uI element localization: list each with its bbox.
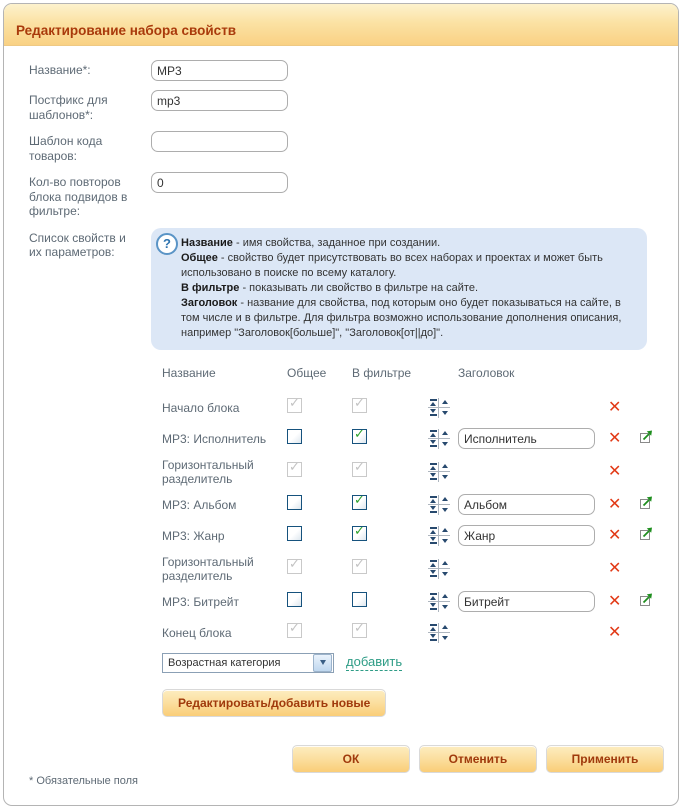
dialog-header (4, 4, 678, 46)
delete-icon[interactable] (608, 428, 621, 447)
edit-icon[interactable] (640, 593, 653, 611)
move-up-icon[interactable] (439, 495, 450, 505)
title-input[interactable] (458, 494, 595, 515)
delete-icon[interactable] (608, 525, 621, 544)
move-to-bottom-icon[interactable] (428, 505, 439, 515)
delete-icon[interactable] (608, 622, 621, 641)
move-to-bottom-icon[interactable] (428, 439, 439, 449)
property-name: MP3: Альбом (162, 497, 237, 512)
dialog-actions (29, 745, 678, 773)
move-down-icon[interactable] (439, 536, 450, 546)
postfix-label: Постфикс для шаблонов*: (29, 93, 108, 122)
filter-checkbox (352, 398, 367, 413)
property-name: Горизонтальный разделитель (162, 457, 254, 486)
move-down-icon[interactable] (439, 408, 450, 418)
move-to-top-icon[interactable] (428, 592, 439, 602)
sort-control (428, 398, 458, 418)
title-input[interactable] (458, 525, 595, 546)
move-up-icon[interactable] (439, 462, 450, 472)
property-row (162, 427, 678, 451)
delete-icon[interactable] (608, 397, 621, 416)
property-rows (162, 396, 678, 645)
property-name: Конец блока (162, 625, 232, 640)
column-header-filter: В фильтре (352, 365, 412, 380)
delete-icon[interactable] (608, 591, 621, 610)
move-down-icon[interactable] (439, 505, 450, 515)
table-header-row (162, 366, 678, 380)
edit-icon[interactable] (640, 527, 653, 545)
ok-button[interactable]: ОК (292, 745, 410, 773)
help-line: Название - имя свойства, заданное при создании. (181, 236, 441, 249)
property-name: Горизонтальный разделитель (162, 554, 254, 583)
code-template-label: Шаблон кода товаров: (29, 134, 103, 163)
move-down-icon[interactable] (439, 633, 450, 643)
apply-button[interactable]: Применить (546, 745, 664, 773)
sort-control (428, 429, 458, 449)
move-to-top-icon[interactable] (428, 398, 439, 408)
common-checkbox[interactable] (287, 526, 302, 541)
properties-list-label: Список свойств и их параметров: (29, 230, 126, 259)
form-row-postfix (29, 90, 678, 122)
common-checkbox (287, 559, 302, 574)
common-checkbox[interactable] (287, 429, 302, 444)
edit-icon[interactable] (640, 430, 653, 448)
help-line: В фильтре - показывать ли свойство в фильтре на сайте. (181, 281, 479, 294)
filter-checkbox[interactable] (352, 526, 367, 541)
form-row-code-template (29, 131, 678, 163)
filter-checkbox[interactable] (352, 429, 367, 444)
postfix-input[interactable] (151, 90, 288, 111)
common-checkbox (287, 398, 302, 413)
sort-control (428, 592, 458, 612)
repeat-count-label: Кол-во повторов блока подвидов в фильтре: (29, 175, 128, 218)
edit-add-new-button[interactable]: Редактировать/добавить новые (162, 689, 386, 717)
common-checkbox (287, 623, 302, 638)
move-to-top-icon[interactable] (428, 429, 439, 439)
property-select[interactable] (162, 653, 334, 673)
property-row (162, 524, 678, 548)
sort-control (428, 559, 458, 579)
property-name: MP3: Жанр (162, 528, 225, 543)
sort-control (428, 462, 458, 482)
delete-icon[interactable] (608, 461, 621, 480)
move-to-top-icon[interactable] (428, 623, 439, 633)
property-name: MP3: Исполнитель (162, 431, 267, 446)
property-select-value: Возрастная категория (168, 656, 281, 669)
move-to-bottom-icon[interactable] (428, 472, 439, 482)
column-header-title: Заголовок (458, 365, 515, 380)
move-up-icon[interactable] (439, 623, 450, 633)
add-property-row (162, 653, 678, 673)
repeat-count-input[interactable] (151, 172, 288, 193)
filter-checkbox[interactable] (352, 592, 367, 607)
required-fields-note: * Обязательные поля (29, 775, 139, 787)
move-up-icon[interactable] (439, 526, 450, 536)
move-down-icon[interactable] (439, 602, 450, 612)
title-input[interactable] (458, 428, 595, 449)
property-row (162, 458, 678, 486)
dialog-body (4, 46, 678, 773)
form-row-repeat-count (29, 172, 678, 219)
delete-icon[interactable] (608, 558, 621, 577)
edit-icon[interactable] (640, 496, 653, 514)
sort-control (428, 495, 458, 515)
sort-control (428, 526, 458, 546)
property-row (162, 621, 678, 645)
common-checkbox[interactable] (287, 495, 302, 510)
filter-checkbox[interactable] (352, 495, 367, 510)
move-to-top-icon[interactable] (428, 526, 439, 536)
title-input[interactable] (458, 591, 595, 612)
move-up-icon[interactable] (439, 398, 450, 408)
name-input[interactable] (151, 60, 288, 81)
help-line: Общее - свойство будет присутствовать во всех наборах и проектах и может быть использовано в поиске по всему каталогу. (181, 251, 603, 279)
name-label: Название*: (29, 63, 91, 77)
edit-property-set-dialog (3, 3, 679, 806)
move-up-icon[interactable] (439, 592, 450, 602)
move-to-top-icon[interactable] (428, 462, 439, 472)
page-title: Редактирование набора свойств (16, 23, 237, 38)
common-checkbox[interactable] (287, 592, 302, 607)
move-to-bottom-icon[interactable] (428, 408, 439, 418)
move-to-top-icon[interactable] (428, 559, 439, 569)
property-name: Начало блока (162, 400, 240, 415)
question-icon: ? (156, 233, 178, 255)
form-row-properties (29, 228, 678, 350)
move-to-top-icon[interactable] (428, 495, 439, 505)
help-box (151, 228, 647, 350)
filter-checkbox (352, 462, 367, 477)
help-text (181, 236, 633, 341)
add-property-link[interactable]: добавить (346, 654, 403, 669)
property-row (162, 493, 678, 517)
chevron-down-icon[interactable] (313, 654, 332, 672)
move-down-icon[interactable] (439, 569, 450, 579)
properties-table (162, 366, 678, 717)
property-row (162, 555, 678, 583)
column-header-name: Название (162, 365, 216, 380)
move-up-icon[interactable] (439, 429, 450, 439)
move-to-bottom-icon[interactable] (428, 602, 439, 612)
move-to-bottom-icon[interactable] (428, 536, 439, 546)
property-name: MP3: Битрейт (162, 594, 239, 609)
common-checkbox (287, 462, 302, 477)
help-line: Заголовок - название для свойства, под которым оно будет показываться на сайте, в том числе и в фильтре. Для фильтра возможно использование дополнения описания, например "Заголовок[больше]", "Заголовок[от||до]". (181, 296, 622, 339)
property-row (162, 590, 678, 614)
move-down-icon[interactable] (439, 439, 450, 449)
move-up-icon[interactable] (439, 559, 450, 569)
filter-checkbox (352, 559, 367, 574)
move-to-bottom-icon[interactable] (428, 569, 439, 579)
move-to-bottom-icon[interactable] (428, 633, 439, 643)
code-template-input[interactable] (151, 131, 288, 152)
property-row (162, 396, 678, 420)
column-header-common: Общее (287, 365, 327, 380)
filter-checkbox (352, 623, 367, 638)
sort-control (428, 623, 458, 643)
move-down-icon[interactable] (439, 472, 450, 482)
cancel-button[interactable]: Отменить (419, 745, 537, 773)
form-row-name (29, 60, 678, 81)
delete-icon[interactable] (608, 494, 621, 513)
